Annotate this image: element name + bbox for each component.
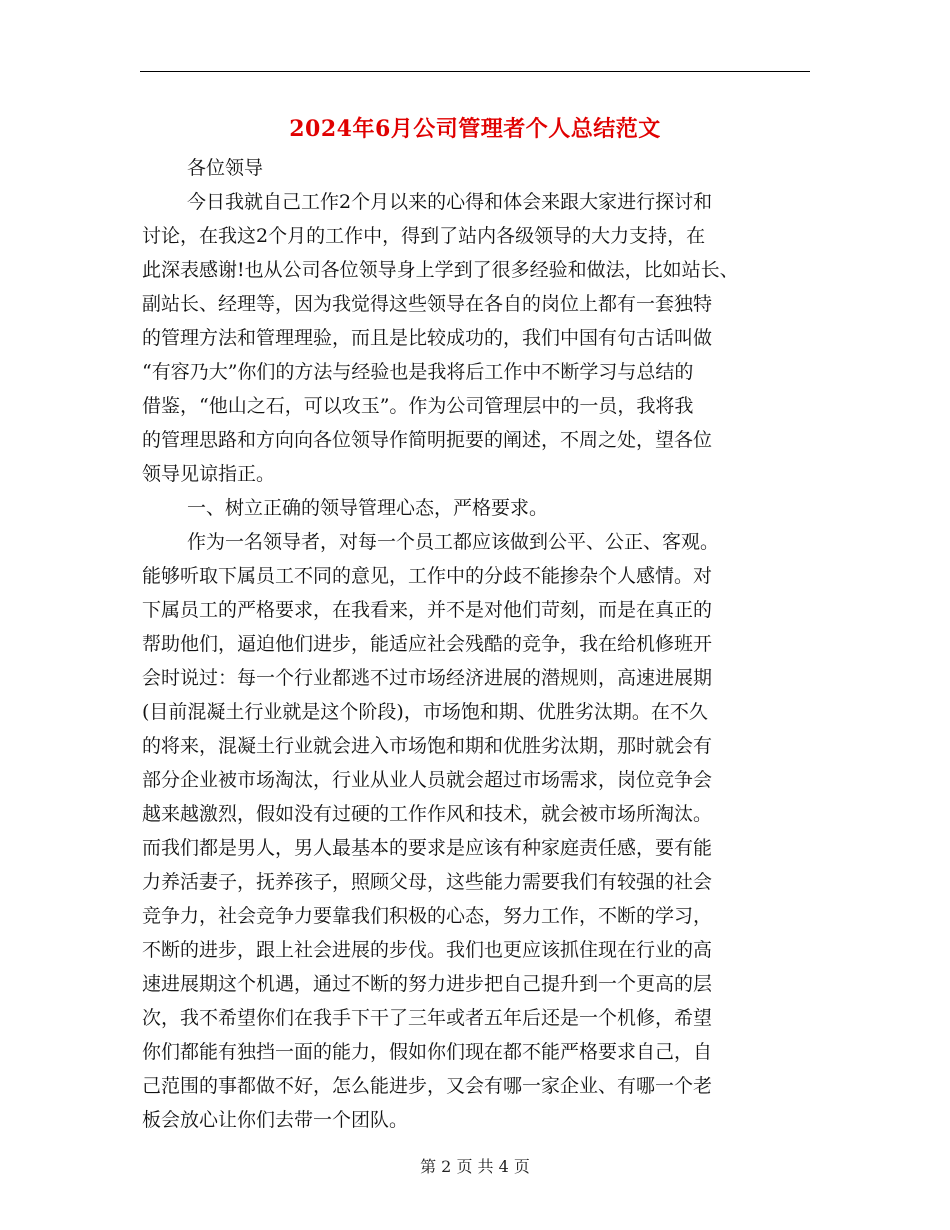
body-line: 部分企业被市场淘汰，行业从业人员就会超过市场需求，岗位竞争会 bbox=[142, 769, 713, 791]
body-line: 下属员工的严格要求，在我看来，并不是对他们苛刻，而是在真正的 bbox=[142, 599, 713, 621]
body-line: 而我们都是男人，男人最基本的要求是应该有种家庭责任感，要有能 bbox=[142, 837, 713, 859]
body-line: 的管理方法和管理理验，而且是比较成功的，我们中国有句古话叫做 bbox=[142, 327, 713, 349]
body-line: 帮助他们，逼迫他们进步，能适应社会残酷的竞争，我在给机修班开 bbox=[142, 633, 713, 655]
section-heading: 一、树立正确的领导管理心态，严格要求。 bbox=[187, 497, 549, 519]
body-line: (目前混凝土行业就是这个阶段)，市场饱和期、优胜劣汰期。在不久 bbox=[142, 701, 708, 723]
body-line: 次，我不希望你们在我手下干了三年或者五年后还是一个机修，希望 bbox=[142, 1007, 713, 1029]
body-line: 越来越激烈，假如没有过硬的工作作风和技术，就会被市场所淘汰。 bbox=[142, 803, 713, 825]
body-line: 借鉴，“他山之石，可以攻玉”。作为公司管理层中的一员，我将我 bbox=[142, 395, 694, 417]
body-line: 作为一名领导者，对每一个员工都应该做到公平、公正、客观。 bbox=[187, 531, 720, 553]
body-line: 竞争力，社会竞争力要靠我们积极的心态，努力工作，不断的学习， bbox=[142, 905, 713, 927]
body-line: 不断的进步，跟上社会进展的步伐。我们也更应该抓住现在行业的高 bbox=[142, 939, 713, 961]
body-line: 你们都能有独挡一面的能力，假如你们现在都不能严格要求自己，自 bbox=[142, 1041, 713, 1063]
body-line: 此深表感谢!也从公司各位领导身上学到了很多经验和做法，比如站长、 bbox=[142, 259, 739, 281]
header-rule bbox=[140, 71, 810, 72]
body-line: 力养活妻子，抚养孩子，照顾父母，这些能力需要我们有较强的社会 bbox=[142, 871, 713, 893]
body-line: 会时说过：每一个行业都逃不过市场经济进展的潜规则，高速进展期 bbox=[142, 667, 713, 689]
body-line: 的管理思路和方向向各位领导作简明扼要的阐述，不周之处，望各位 bbox=[142, 429, 713, 451]
greeting-line: 各位领导 bbox=[187, 157, 264, 179]
body-line: 讨论，在我这2个月的工作中，得到了站内各级领导的大力支持，在 bbox=[142, 225, 706, 247]
body-line: 己范围的事都做不好，怎么能进步，又会有哪一家企业、有哪一个老 bbox=[142, 1075, 713, 1097]
body-line: 今日我就自己工作2个月以来的心得和体会来跟大家进行探讨和 bbox=[187, 191, 713, 213]
body-line: 能够听取下属员工不同的意见，工作中的分歧不能掺杂个人感情。对 bbox=[142, 565, 713, 587]
body-line: 领导见谅指正。 bbox=[142, 463, 276, 485]
body-line: 速进展期这个机遇，通过不断的努力进步把自己提升到一个更高的层 bbox=[142, 973, 713, 995]
body-line: 板会放心让你们去带一个团队。 bbox=[142, 1109, 409, 1131]
page-number-footer: 第 2 页 共 4 页 bbox=[420, 1157, 530, 1176]
body-line: “有容乃大”你们的方法与经验也是我将后工作中不断学习与总结的 bbox=[142, 361, 694, 383]
body-line: 的将来，混凝土行业就会进入市场饱和期和优胜劣汰期，那时就会有 bbox=[142, 735, 713, 757]
body-line: 副站长、经理等，因为我觉得这些领导在各自的岗位上都有一套独特 bbox=[142, 293, 713, 315]
document-title: 2024年6月公司管理者个人总结范文 bbox=[289, 116, 661, 142]
